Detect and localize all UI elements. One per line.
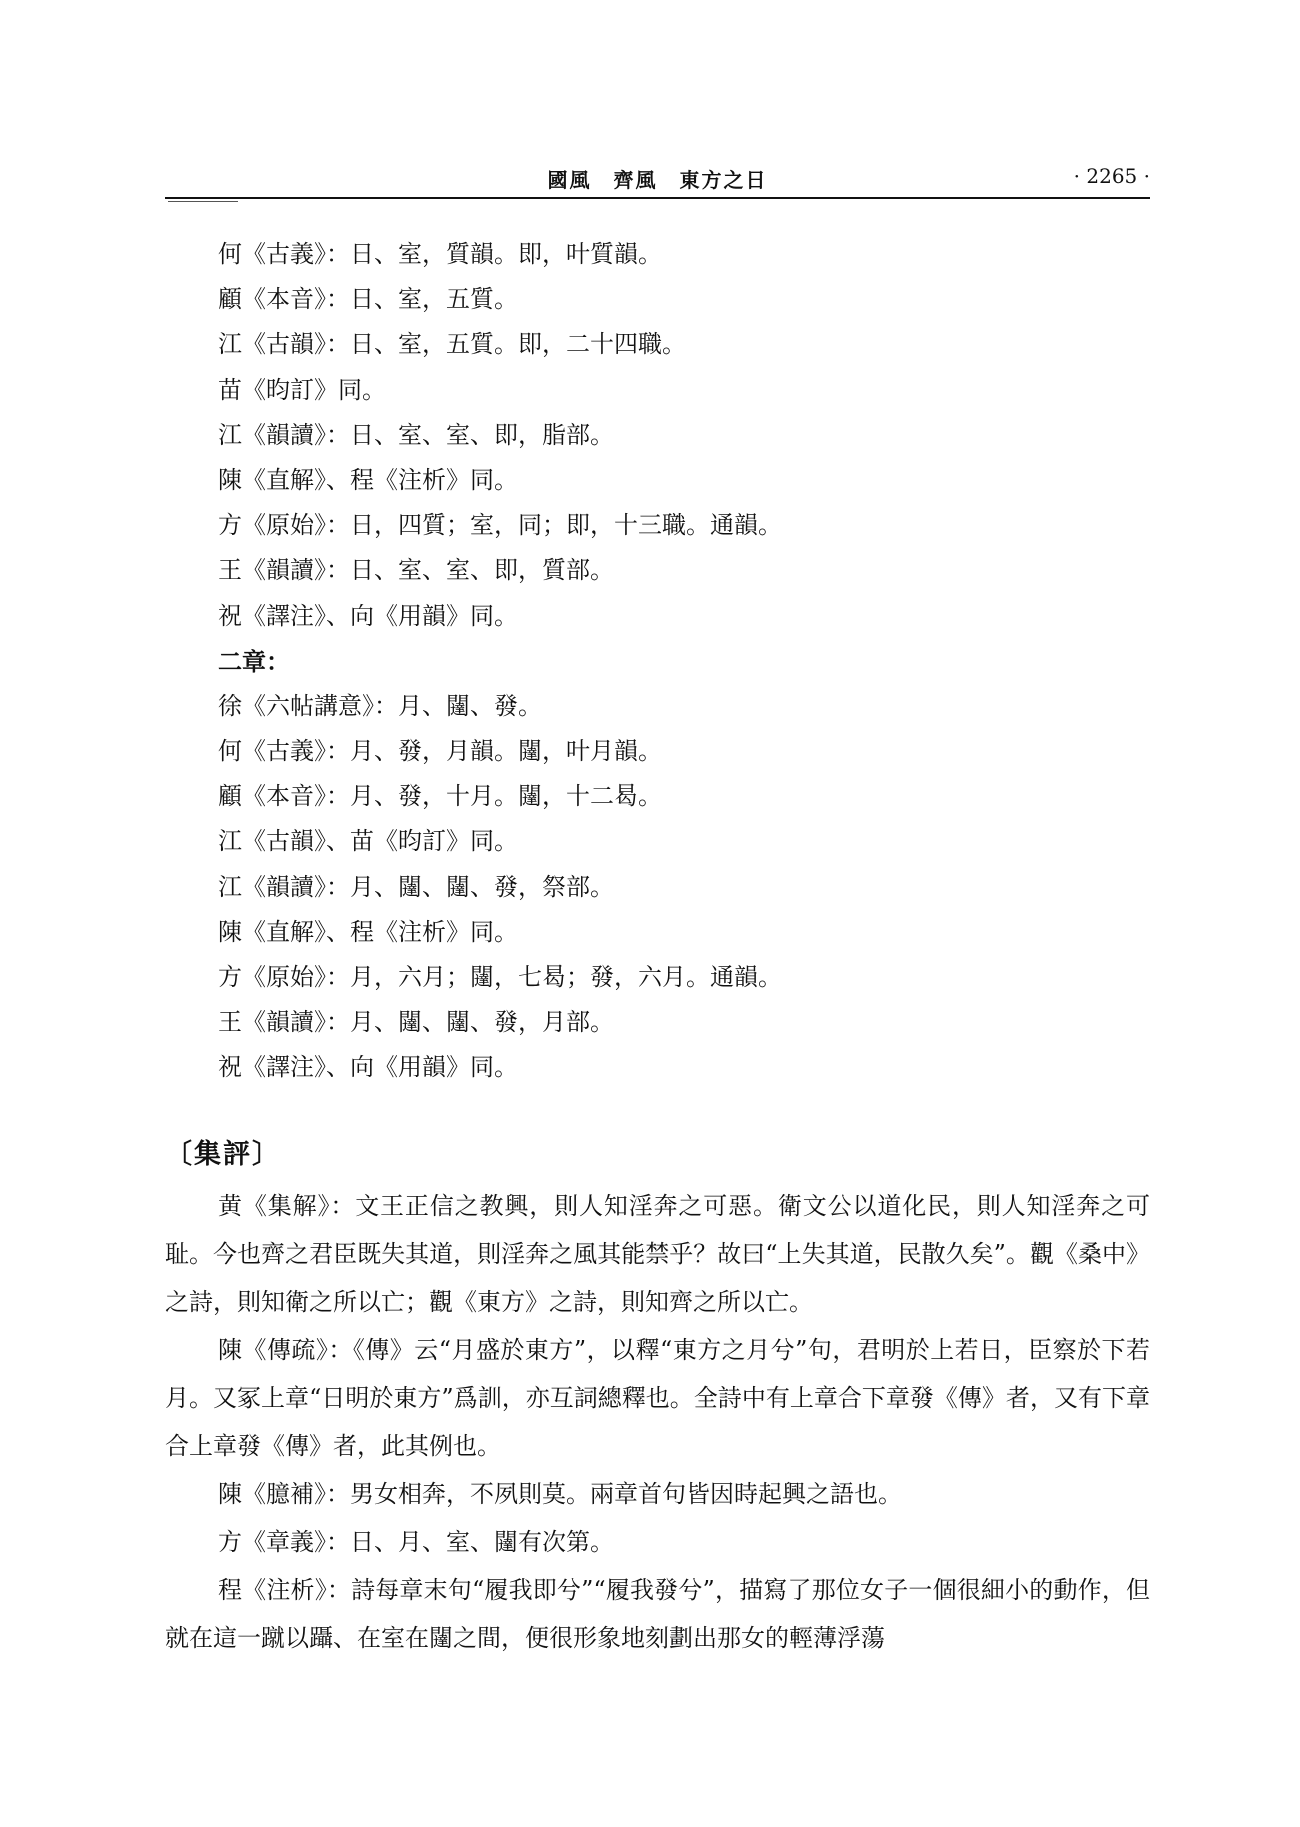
commentary-paragraph: 方《章義》：日、月、室、闥有次第。 — [218, 1528, 614, 1556]
list-item: 王《韻讀》：月、闥、闥、發，月部。 — [218, 1008, 614, 1037]
header-rule-accent — [168, 201, 238, 202]
list-item: 王《韻讀》：日、室、室、即，質部。 — [218, 556, 614, 585]
list-item: 徐《六帖講意》：月、闥、發。 — [218, 691, 542, 720]
commentary-paragraph: 黄《集解》：文王正信之教興，則人知淫奔之可惡。衛文公以道化民，則人知淫奔之可耻。今也齊之君臣既失其道，則淫奔之風其能禁乎？故曰“上失其道，民散久矣”。觀《桑中》之詩，則知衛之所以亡；觀《東方》之詩，則知齊之所以亡。 — [165, 1192, 1150, 1316]
list-item: 陳《直解》、程《注析》同。 — [218, 465, 518, 494]
page-number: · 2265 · — [1073, 164, 1150, 188]
commentary-paragraph: 程《注析》：詩每章末句“履我即兮”“履我發兮”，描寫了那位女子一個很細小的動作，但就在這一蹴以躡、在室在闥之間，便很形象地刻劃出那女的輕薄浮蕩 — [165, 1576, 1150, 1652]
chapter-heading: 二章： — [218, 646, 290, 676]
commentary-body — [165, 1182, 1150, 1662]
list-item: 何《古義》：月、發，月韻。闥，叶月韻。 — [218, 737, 662, 766]
list-item: 顧《本音》：日、室，五質。 — [218, 285, 518, 314]
list-item: 方《原始》：日，四質；室，同；即，十三職。通韻。 — [218, 511, 782, 540]
commentary-paragraph: 陳《臆補》：男女相奔，不夙則莫。兩章首句皆因時起興之語也。 — [218, 1480, 902, 1508]
header-rule — [165, 197, 1150, 199]
running-title: 國風 齊風 東方之日 — [547, 168, 768, 192]
list-item: 江《韻讀》：月、闥、闥、發，祭部。 — [218, 872, 614, 901]
list-item: 江《韻讀》：日、室、室、即，脂部。 — [218, 420, 614, 449]
list-item: 江《古韻》、苗《昀訂》同。 — [218, 827, 518, 856]
rhyme-entry-list — [218, 232, 1148, 1091]
list-item: 何《古義》：日、室，質韻。即，叶質韻。 — [218, 240, 662, 268]
list-item: 祝《譯注》、向《用韻》同。 — [218, 601, 518, 630]
list-item: 苗《昀訂》同。 — [218, 375, 386, 404]
commentary-paragraph: 陳《傳疏》：《傳》云“月盛於東方”，以釋“東方之月兮”句，君明於上若日，臣察於下若月。又冢上章“日明於東方”爲訓，亦互詞總釋也。全詩中有上章合下章發《傳》者，又有下章合上章發《傳》者，此其例也。 — [165, 1336, 1150, 1460]
list-item: 顧《本音》：月、發，十月。闥，十二曷。 — [218, 782, 662, 811]
page-header — [165, 160, 1150, 196]
section-title: 〔集評〕 — [165, 1139, 281, 1170]
list-item: 江《古韻》：日、室，五質。即，二十四職。 — [218, 330, 686, 359]
list-item: 祝《譯注》、向《用韻》同。 — [218, 1053, 518, 1082]
list-item: 方《原始》：月，六月；闥，七曷；發，六月。通韻。 — [218, 963, 782, 991]
list-item: 陳《直解》、程《注析》同。 — [218, 917, 518, 946]
